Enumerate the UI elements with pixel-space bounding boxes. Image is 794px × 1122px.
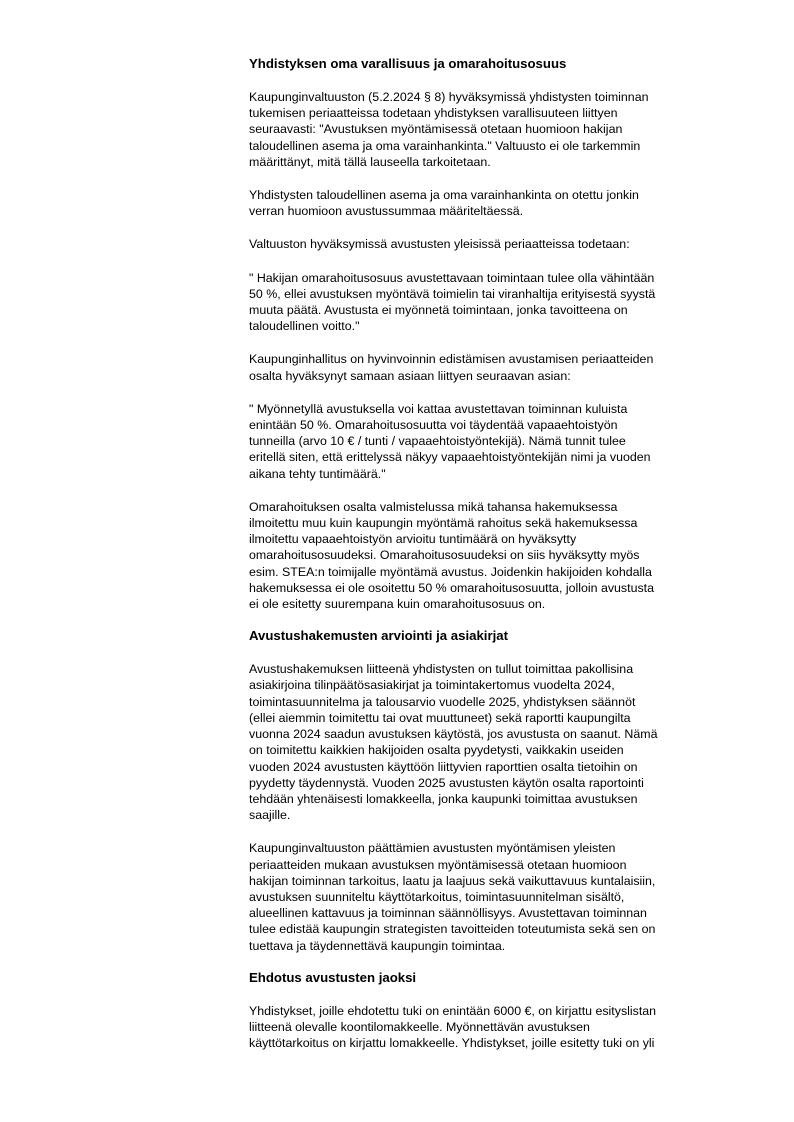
paragraph <box>249 1003 744 1052</box>
text-line: (ellei aiemmin toimitettu tai ovat muuttuneet) sekä raportti kaupungilta <box>249 710 631 725</box>
text-line: hakemuksessa ei ole osoitettu 50 % omarahoitusosuutta, jolloin avustusta <box>249 580 654 595</box>
text-line: vuonna 2024 saadun avustuksen käytöstä, jos avustusta on saanut. Nämä <box>249 727 658 742</box>
text-line: omarahoitusosuudeksi. Omarahoitusosuudeksi on siis hyväksytty myös <box>249 548 640 563</box>
text-line: Yhdistysten taloudellinen asema ja oma varainhankinta on otettu jonkin <box>249 188 639 203</box>
paragraph <box>249 661 744 823</box>
text-line: seuraavasti: "Avustuksen myöntämisessä otetaan huomioon hakijan <box>249 122 623 137</box>
text-line: Kaupunginvaltuuston (5.2.2024 § 8) hyväksymissä yhdistysten toiminnan <box>249 90 649 104</box>
text-line: Yhdistykset, joille ehdotettu tuki on enintään 6000 €, on kirjattu esityslistan <box>249 1003 657 1018</box>
text-line: on toimitettu kaikkien hakijoiden osalta pyydetysti, vaikkakin useiden <box>249 743 624 758</box>
text-line: osalta hyväksynyt samaan asiaan liittyen seuraavan asian: <box>249 368 571 383</box>
text-line: verran huomioon avustussummaa määriteltäessä. <box>249 204 524 219</box>
text-line: Valtuuston hyväksymissä avustusten yleisissä periaatteissa todetaan: <box>249 237 630 252</box>
section-heading: Ehdotus avustusten jaoksi <box>249 969 417 985</box>
text-line: 50 %, ellei avustuksen myöntävä toimielin tai viranhaltija erityisestä syystä <box>249 286 656 301</box>
text-line: hakijan toiminnan tarkoitus, laatu ja laajuus sekä vaikuttavuus kuntalaisiin, <box>249 873 656 888</box>
text-line: enintään 50 %. Omarahoitusosuutta voi täydentää vapaaehtoistyön <box>249 418 618 433</box>
section-heading: Avustushakemusten arviointi ja asiakirjat <box>249 628 508 644</box>
text-line: liitteenä olevalle koontilomakkeelle. Myönnettävän avustuksen <box>249 1019 590 1034</box>
text-line: " Hakijan omarahoitusosuus avustettavaan toimintaan tulee olla vähintään <box>249 270 655 285</box>
text-line: pyydetty täydennystä. Vuoden 2025 avustusten käytön osalta raportointi <box>249 775 644 790</box>
text-line: ilmoitettu muu kuin kaupungin myöntämä rahoitus sekä hakemuksessa <box>249 516 638 531</box>
text-line: tuettava ja täydennettävä kaupungin toimintaa. <box>249 938 506 953</box>
text-line: ei ole esitetty suurempana kuin omarahoitusosuus on. <box>249 597 546 612</box>
text-line: muuta päätä. Avustusta ei myönnetä toimintaan, jonka tavoitteena on <box>249 303 628 318</box>
text-line: tukemisen periaatteissa todetaan yhdistyksen varallisuuteen liittyen <box>249 106 618 121</box>
text-line: Avustushakemuksen liitteenä yhdistysten on tullut toimittaa pakollisina <box>249 662 634 677</box>
paragraph <box>249 187 744 219</box>
text-line: käyttötarkoitus on kirjattu lomakkeelle. Yhdistykset, joille esitetty tuki on yli <box>249 1036 655 1051</box>
paragraph <box>249 499 744 612</box>
text-line: määrittänyt, mitä tällä lauseella tarkoitetaan. <box>249 154 491 169</box>
text-line: periaatteiden mukaan avustuksen myöntämisessä otetaan huomioon <box>249 857 627 872</box>
text-line: eritellä siten, että erittelyssä näkyy vapaaehtoistyöntekijän nimi ja vuoden <box>249 450 651 465</box>
text-line: taloudellinen asema ja oma varainhankinta." Valtuusto ei ole tarkemmin <box>249 138 641 153</box>
text-line: avustuksen suunniteltu käyttötarkoitus, toimintasuunnitelman sisältö, <box>249 889 625 904</box>
paragraph <box>249 351 744 383</box>
text-line: vuoden 2024 avustusten käyttöön liittyvien raporttien osalta tietoihin on <box>249 759 638 774</box>
quote-paragraph <box>249 270 744 335</box>
text-line: toimintasuunnitelma ja talousarvio vuodelle 2025, yhdistyksen säännöt <box>249 694 636 709</box>
text-line: tehdään yhtenäisesti lomakkeella, jonka kaupunki toimittaa avustuksen <box>249 791 638 806</box>
text-line: asiakirjoina tilinpäätösasiakirjat ja toimintakertomus vuodelta 2024, <box>249 678 615 693</box>
document-page <box>249 56 744 1051</box>
text-line: Omarahoituksen osalta valmistelussa mikä tahansa hakemuksessa <box>249 499 618 514</box>
paragraph <box>249 236 744 252</box>
section-grant-proposal <box>249 970 744 1052</box>
paragraph <box>249 89 744 170</box>
text-line: alueellinen kattavuus ja toiminnan säännöllisyys. Avustettavan toiminnan <box>249 906 647 921</box>
text-line: saajille. <box>249 808 291 823</box>
section-own-assets <box>249 56 744 628</box>
text-line: Kaupunginhallitus on hyvinvoinnin edistämisen avustamisen periaatteiden <box>249 352 654 367</box>
quote-paragraph <box>249 401 744 482</box>
section-heading: Yhdistyksen oma varallisuus ja omarahoitusosuus <box>249 56 567 71</box>
section-application-assessment <box>249 628 744 969</box>
text-line: esim. STEA:n toimijalle myöntämä avustus. Joidenkin hakijoiden kohdalla <box>249 564 652 579</box>
text-line: tunneilla (arvo 10 € / tunti / vapaaehtoistyöntekijä). Nämä tunnit tulee <box>249 434 626 449</box>
paragraph <box>249 840 744 953</box>
text-line: ilmoitettu vapaaehtoistyön arvioitu tuntimäärä on hyväksytty <box>249 532 577 547</box>
text-line: Kaupunginvaltuuston päättämien avustusten myöntämisen yleisten <box>249 841 616 856</box>
text-line: taloudellinen voitto." <box>249 319 360 334</box>
text-line: tulee edistää kaupungin strategisten tavoitteiden toteutumista sekä sen on <box>249 922 656 937</box>
text-line: aikana tehty tuntimäärä." <box>249 466 386 481</box>
text-line: " Myönnetyllä avustuksella voi kattaa avustettavan toiminnan kuluista <box>249 401 628 416</box>
